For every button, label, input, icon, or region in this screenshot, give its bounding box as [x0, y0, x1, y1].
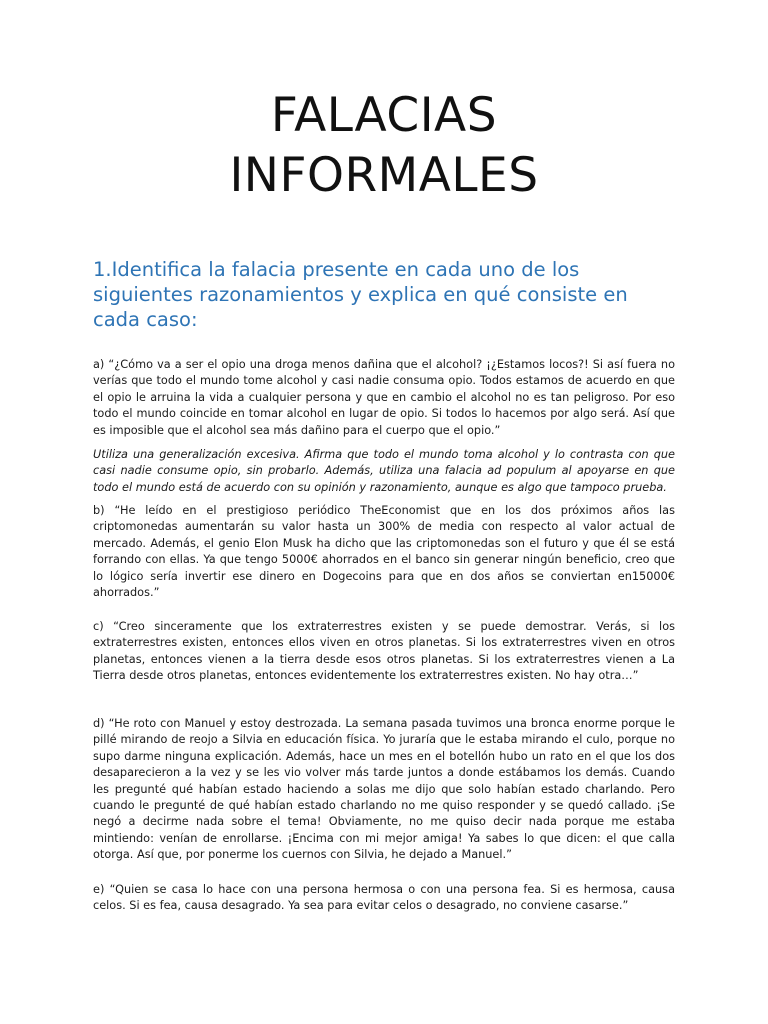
title-line-1: FALACIAS: [270, 88, 498, 143]
item-d-text: d) “He roto con Manuel y estoy destrozada. La semana pasada tuvimos una bronca enorme porque le pillé mirando de reojo a Silvia en educación física. Yo juraría que le estaba mirando el culo, porque no supo darme ninguna explicación. Además, hace un mes en el botellón hubo un rato en el que los dos desaparecieron a la vez y se les vio volver más tarde juntos a donde estábamos los demás. Cuando les pregunté qué habían estado haciendo a solas me dijo que solo habían estado charlando. Pero cuando le pregunté de qué habían estado charlando no me quiso responder y se quedó callado. ¡Se negó a decirme nada sobre el tema! Obviamente, no me quiso decir nada porque me estaba mintiendo: venían de enrollarse. ¡Encima con mi mejor amiga! Ya sabes lo que dicen: el que calla otorga. Así que, por ponerme los cuernos con Silvia, he dejado a Manuel.”: [93, 717, 675, 862]
exercise-heading: 1.Identifica la falacia presente en cada uno de los siguientes razonamientos y explica en qué consiste en cada caso:: [93, 258, 628, 331]
item-c-text: c) “Creo sinceramente que los extraterrestres existen y se puede demostrar. Verás, si los extraterrestres existen, entonces ellos viven en otros planetas. Si los extraterrestres viven en otros planetas, entonces vienen a la tierra desde esos otros planetas. Si los extraterrestres vienen a La Tierra desde otros planetas, entonces evidentemente los extraterrestres existen. No hay otra…”: [93, 620, 675, 683]
title-line-2: INFORMALES: [229, 148, 539, 203]
item-a-text: a) “¿Cómo va a ser el opio una droga menos dañina que el alcohol? ¡¿Estamos locos?! Si así fuera no verías que todo el mundo tome alcohol y casi nadie consuma opio. Todos estamos de acuerdo en que el opio le arruina la vida a cualquier persona y que en cambio el alcohol no es tan peligroso. Por eso todo el mundo coincide en tomar alcohol en lugar de opio. Si todos lo hacemos por algo será. Así que es imposible que el alcohol sea más dañino para el cuerpo que el opio.”: [93, 358, 675, 437]
item-e-text: e) “Quien se casa lo hace con una persona hermosa o con una persona fea. Si es hermosa, causa celos. Si es fea, causa desagrado. Ya sea para evitar celos o desagrado, no conviene casarse.”: [93, 883, 675, 913]
item-b-text: b) “He leído en el prestigioso periódico TheEconomist que en los dos próximos años las criptomonedas aumentarán su valor hasta un 300% de media con respecto al valor actual de mercado. Además, el genio Elon Musk ha dicho que las criptomonedas son el futuro y que él se está forrando con ellas. Ya que tengo 5000€ ahorrados en el banco sin generar ningún beneficio, creo que lo lógico sería invertir ese dinero en Dogecoins para que en dos años se conviertan en15000€ ahorrados.”: [93, 504, 675, 600]
item-a-answer: Utiliza una generalización excesiva. Afirma que todo el mundo toma alcohol y lo contrasta con que casi nadie consume opio, sin probarlo. Además, utiliza una falacia ad populum al apoyarse en que todo el mundo está de acuerdo con su opinión y razonamiento, aunque es algo que tampoco prueba.: [93, 448, 675, 494]
document-title: [0, 86, 768, 206]
